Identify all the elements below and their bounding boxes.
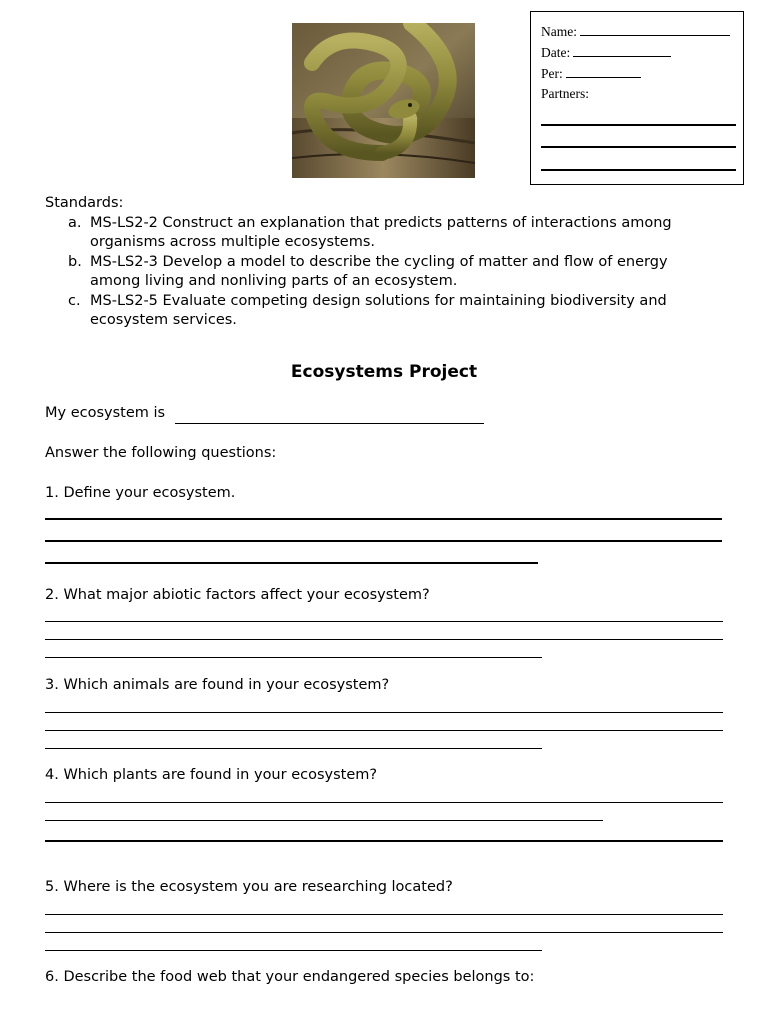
standard-item (45, 292, 715, 331)
partners-label: Partners: (541, 86, 589, 101)
answer-line[interactable] (45, 730, 723, 731)
answer-line[interactable] (45, 950, 542, 951)
question-1: 1. Define your ecosystem. (45, 485, 236, 501)
answer-line[interactable] (45, 820, 603, 821)
answer-line[interactable] (45, 621, 723, 622)
answer-line[interactable] (45, 840, 723, 842)
answer-line[interactable] (45, 562, 538, 564)
standard-letter: c. (68, 292, 81, 309)
answer-line[interactable] (45, 914, 723, 915)
standard-item (45, 253, 715, 292)
answer-line[interactable] (45, 932, 723, 933)
per-field[interactable] (566, 65, 641, 78)
name-row (541, 23, 730, 40)
answer-line[interactable] (45, 657, 542, 658)
name-label: Name: (541, 24, 577, 39)
date-label: Date: (541, 45, 571, 60)
date-field[interactable] (573, 44, 671, 57)
partners-line[interactable] (541, 169, 736, 171)
answer-line[interactable] (45, 802, 723, 803)
question-4: 4. Which plants are found in your ecosystem? (45, 767, 378, 783)
standards-heading: Standards: (45, 195, 124, 211)
standard-text: MS-LS2-2 Construct an explanation that predicts patterns of interactions among organisms across multiple ecosystems. (90, 214, 672, 250)
answer-line[interactable] (45, 748, 542, 749)
snake-photo-icon (292, 23, 475, 178)
partners-line[interactable] (541, 146, 736, 148)
snake-photo (292, 23, 475, 178)
per-row (541, 65, 641, 82)
student-info-box (530, 11, 744, 185)
standards-section (45, 194, 715, 331)
standard-text: MS-LS2-3 Develop a model to describe the cycling of matter and flow of energy among living and nonliving parts of an ecosystem. (90, 253, 668, 289)
per-label: Per: (541, 66, 563, 81)
instructions-text: Answer the following questions: (45, 445, 277, 461)
standard-text: MS-LS2-5 Evaluate competing design solutions for maintaining biodiversity and ecosystem services. (90, 292, 667, 328)
ecosystem-label: My ecosystem is (45, 405, 166, 421)
answer-line[interactable] (45, 712, 723, 713)
standard-letter: a. (68, 214, 82, 231)
ecosystem-answer-line[interactable] (175, 423, 484, 424)
partners-row (541, 86, 589, 102)
page-title: Ecosystems Project (290, 362, 478, 382)
question-6: 6. Describe the food web that your endangered species belongs to: (45, 969, 535, 985)
name-field[interactable] (580, 23, 730, 36)
standard-item (45, 214, 715, 253)
answer-line[interactable] (45, 639, 723, 640)
answer-line[interactable] (45, 518, 722, 520)
partners-line[interactable] (541, 124, 736, 126)
answer-line[interactable] (45, 540, 722, 542)
question-5: 5. Where is the ecosystem you are researching located? (45, 879, 453, 895)
question-2: 2. What major abiotic factors affect your ecosystem? (45, 587, 430, 603)
ecosystem-row (45, 405, 165, 421)
question-3: 3. Which animals are found in your ecosystem? (45, 677, 390, 693)
date-row (541, 44, 671, 61)
standard-letter: b. (68, 253, 82, 270)
